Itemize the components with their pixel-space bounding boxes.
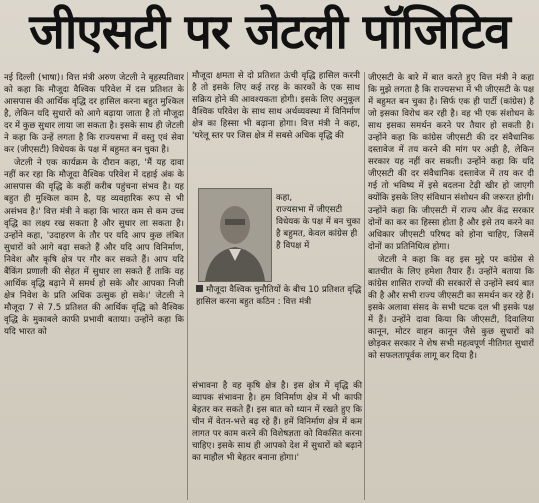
column-divider-1 — [187, 72, 188, 500]
column1-paragraph-1: नई दिल्ली (भाषा)। वित्त मंत्री अरुण जेटली ने बृहस्पतिवार को कहा कि मौजूदा वैश्विक परिवेश में दस प्रतिशत के आसपास की आर्थिक वृद्धि दर हासिल करना बहुत मुश्किल है, लेकिन यदि सुधारों को आगे बढ़ाया जाता है तो मौजूदा दर में कुछ सुधार लाया जा सकता है। इसके साथ ही जेटली ने कहा कि उन्हें लगता है कि राज्यसभा में वस्तु एवं सेवा कर (जीएसटी) विधेयक के पक्ष में बहुमत बन चुका है। — [4, 73, 184, 156]
photo-with-caption — [196, 186, 364, 376]
photo-caption-line-1: कहा, — [276, 193, 293, 203]
portrait-image-icon — [199, 189, 271, 281]
article-column-2-top — [192, 70, 360, 142]
bullet-square-icon — [196, 285, 203, 292]
headline: जीएसटी पर जेटली पॉजिटिव — [29, 4, 510, 60]
column3-paragraph-1: जीएसटी के बारे में बात करते हुए वित्त मंत्री ने कहा कि मुझे लगता है कि राज्यसभा में भी जीएसटी के पक्ष में बहुमत बन चुका है। सिर्फ एक ही पार्टी (कांग्रेस) है जो इसका विरोध कर रही है। वह भी एक संशोधन के साथ इसका समर्थन करने पर तैयार हो सकती है। उन्होंने कहा कि कांग्रेस जीएसटी की दर संवैधानिक दस्तावेज में तय करने की मांग पर अड़ी है, लेकिन सरकार यह नहीं कर सकती। उन्होंने कहा कि यदि जीएसटी की दर संवैधानिक दस्तावेज में तय कर दी गई तो भविष्य में इसे बदलना टेढ़ी खीर हो जाएगी क्योंकि इसके लिए संविधान संशोधन की जरूरत होगी। उन्होंने कहा कि जीएसटी में राज्य और केंद्र सरकार दोनों का कर का हिस्सा होता है और इसे तय करने का अधिकार जीएसटी परिषद को होना चाहिए, जिसमें दोनों का प्रतिनिधित्व होगा। — [368, 73, 534, 252]
column-divider-2 — [364, 72, 365, 500]
article-column-1 — [4, 72, 184, 500]
pull-quote-text: मौजूदा वैश्विक चुनौतियों के बीच 10 प्रतिशत वृद्धि हासिल करना बहुत कठिन : वित्त मंत्री — [196, 285, 362, 308]
portrait-photo — [198, 188, 272, 282]
pull-quote — [196, 284, 364, 308]
photo-caption-line-2: राज्यसभा में जीएसटी विधेयक के पक्ष में बन चुका है बहुमत, केवल कांग्रेस ही है विपक्ष में — [276, 205, 361, 252]
column2-bottom-paragraph: संभावना है वह कृषि क्षेत्र है। इस क्षेत्र में वृद्धि की व्यापक संभावना है। हम विनिर्माण क्षेत्र में भी काफी बेहतर कर सकते हैं। इस बात को ध्यान में रखते हुए कि चीन में वेतन-भत्ते बढ़ रहे हैं। हमें विनिर्माण क्षेत्र में कम लागत पर काम करने की विशेषज्ञता को विकसित करना चाहिए। इसके साथ ही आपको देश में सुधारों को बढ़ाने का माहौल भी बेहतर बनाना होगा।' — [192, 381, 362, 464]
column2-top-paragraph: मौजूदा क्षमता से दो प्रतिशत ऊंची वृद्धि हासिल करनी है तो इसके लिए कई तरह के कारकों के एक साथ सक्रिय होने की आवश्यकता होगी। इसके लिए अनुकूल वैश्विक परिवेश के साथ साथ अर्थव्यवस्था में विनिर्माण क्षेत्र का हिस्सा भी बढ़ाना होगा। वित्त मंत्री ने कहा, 'घरेलू स्तर पर जिस क्षेत्र में सबसे अधिक वृद्धि की — [192, 71, 360, 142]
column3-paragraph-2: जेटली ने कहा कि वह इस मुद्दे पर कांग्रेस से बातचीत के लिए हमेशा तैयार हैं। उन्होंने बताया कि कांग्रेस शासित राज्यों की सरकारों से उन्होंने स्वयं बात की है और सभी राज्य जीएसटी का समर्थन कर रहे हैं। इसके अलावा संसद के सभी घटक दल भी इसके पक्ष में हैं। उन्होंने दावा किया कि जीएसटी, दिवालिया कानून, मोटर वाहन कानून जैसे कुछ सुधारों को छोड़कर सरकार ने शेष सभी महत्वपूर्ण नीतिगत सुधारों को सफलतापूर्वक लागू कर दिया है। — [368, 254, 534, 362]
article-column-2-bottom — [192, 380, 362, 464]
photo-caption — [276, 192, 364, 252]
column1-paragraph-2: जेटली ने एक कार्यक्रम के दौरान कहा, 'मैं यह दावा नहीं कर रहा कि मौजूदा वैश्विक परिवेश में दहाई अंक के आसपास की वृद्धि के कहीं करीब पहुंचना संभव है। यह बहुत ही मुश्किल काम है, यह व्यवहारिक रूप से भी असंभव है।' वित्त मंत्री ने कहा कि भारत कम से कम उच्च वृद्धि का लक्ष्य रख सकता है और सुधार ला सकता है। उन्होंने कहा, 'उदाहरण के तौर पर यदि आप कुछ लंबित सुधारों को आगे बढ़ा सकते हैं और यदि आप विनिर्माण, निवेश और कृषि क्षेत्र पर गौर कर सकते हैं। आप यदि बैंकिंग प्रणाली की सेहत में सुधार ला सकते हैं ताकि वह आर्थिक वृद्धि बढ़ाने में समर्थ हो सके और आपका निजी क्षेत्र निवेश के प्रति अधिक उत्सुक हो सके।' जेटली ने मौजूदा 7 से 7.5 प्रतिशत की आर्थिक वृद्धि को वैश्विक वृद्धि के मुकाबले काफी प्रभावी बताया। उन्होंने कहा कि यदि भारत को — [4, 158, 184, 337]
article-column-3 — [368, 72, 534, 502]
